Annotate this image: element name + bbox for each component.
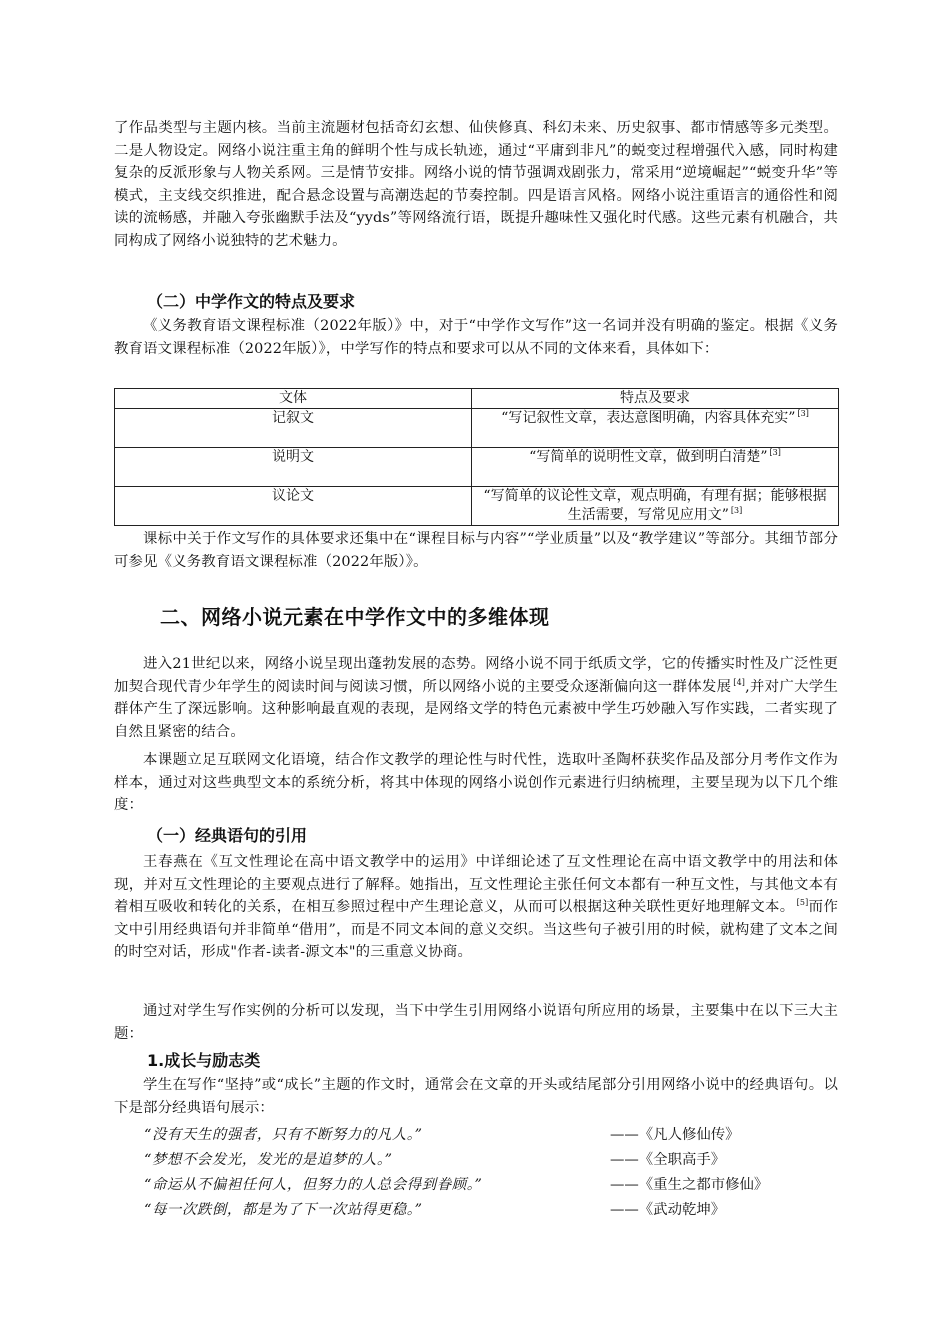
- quote-source: ——《武动乾坤》: [610, 1202, 726, 1218]
- citation-ref: [3]: [730, 506, 743, 515]
- paragraph-text: 进入21世纪以来，网络小说呈现出蓬勃发展的态势。网络小说不同于纸质文学，它的传播实时性及广泛性更加契合现代青少年学生的阅读时间与阅读习惯，所以网络小说的主要受众逐渐偏向这一群体发展: [114, 656, 838, 695]
- citation-ref: [5]: [796, 898, 809, 907]
- table-header-row: [115, 389, 839, 409]
- table-cell-genre: 记叙文: [115, 409, 472, 448]
- after-table-paragraph: 课标中关于作文写作的具体要求还集中在“课程目标与内容”“学业质量”以及“教学建议”等部分。其细节部分可参见《义务教育语文课程标准（2022年版）》。: [114, 531, 838, 570]
- requirement-text: “写简单的说明性文章，做到明白清楚”: [529, 449, 768, 465]
- paragraph-text: 而作文中引用经典语句并非简单“借用”，而是不同文本间的意义交织。当这些句子被引用的时候，就构建了文本之间的时空对话，形成"作者-读者-源文本"的三重意义协商。: [114, 899, 838, 960]
- quote-source: ——《全职高手》: [610, 1152, 726, 1168]
- paragraph-three-themes: 通过对学生写作实例的分析可以发现，当下中学生引用网络小说语句所应用的场景，主要集中在以下三大主题：: [114, 1003, 838, 1042]
- subheading-growth-inspiration: 1.成长与励志类: [147, 1051, 261, 1070]
- quote-text: “命运从不偏袒任何人，但努力的人总会得到眷顾。”: [144, 1177, 483, 1193]
- genre-requirements-table: [114, 388, 838, 526]
- paragraph-intertextuality: [114, 851, 838, 964]
- quote-text: “梦想不会发光，发光的是追梦的人。”: [144, 1152, 393, 1168]
- section-b-paragraph: 《义务教育语文课程标准（2022年版）》中，对于“中学作文写作”这一名词并没有明确的鉴定。根据《义务教育语文课程标准（2022年版）》，中学写作的特点和要求可以从不同的文体来看，具体如下：: [114, 318, 838, 357]
- table-header-genre: 文体: [115, 389, 472, 409]
- table-header-requirements: 特点及要求: [472, 389, 839, 409]
- paragraph-research-scope: 本课题立足互联网文化语境，结合作文教学的理论性与时代性，选取叶圣陶杯获奖作品及部分月考作文作为样本，通过对这些典型文本的系统分析，将其中体现的网络小说创作元素进行归纳梳理，主要呈现为以下几个维度：: [114, 752, 838, 813]
- citation-ref: [3]: [797, 409, 809, 418]
- section-heading-middle-school-writing: （二）中学作文的特点及要求: [147, 292, 356, 311]
- requirement-text: “写记叙性文章，表达意图明确，内容具体充实”: [501, 410, 796, 426]
- quote-source: ——《重生之都市修仙》: [610, 1177, 769, 1193]
- intro-paragraph: 了作品类型与主题内核。当前主流题材包括奇幻玄想、仙侠修真、科幻未来、历史叙事、都市情感等多元类型。二是人物设定。网络小说注重主角的鲜明个性与成长轨迹，通过“平庸到非凡”的蜕变过程增强代入感，同时构建复杂的反派形象与人物关系网。三是情节安排。网络小说的情节强调戏剧张力，常采用“逆境崛起”“蜕变升华”等模式，主支线交织推进，配合悬念设置与高潮迭起的节奏控制。四是语言风格。网络小说注重语言的通俗性和阅读的流畅感，并融入夸张幽默手法及“yyds”等网络流行语，既提升趣味性又强化时代感。这些元素有机融合，共同构成了网络小说独特的艺术魅力。: [114, 120, 838, 249]
- table-row: [115, 409, 839, 448]
- table-cell-requirement: [472, 409, 839, 448]
- list-item: [114, 1148, 838, 1172]
- citation-ref: [3]: [769, 448, 781, 457]
- subheading-classic-quotes: （一）经典语句的引用: [147, 826, 308, 845]
- table-cell-genre: 议论文: [115, 487, 472, 526]
- paragraph-text: ,并对广大学生群体产生了深远影响。这种影响最直观的表现，是网络文学的特色元素被中学生巧妙融入写作实践，二者实现了自然且紧密的结合。: [114, 678, 839, 740]
- list-item: [114, 1173, 838, 1197]
- table-cell-requirement: [472, 487, 839, 526]
- table-cell-genre: 说明文: [115, 448, 472, 487]
- paragraph-network-novel-development: [114, 653, 838, 743]
- table-cell-requirement: [472, 448, 839, 487]
- paragraph-text: 王春燕在《互文性理论在高中语文教学中的运用》中详细论述了互文性理论在高中语文教学中的用法和体现，并对互文性理论的主要观点进行了解释。她指出，互文性理论主张任何文本都有一种互文性，与其他文本有着相互吸收和转化的关系，在相互参照过程中产生理论意义，从而可以根据这种关联性更好地理解文本。: [114, 854, 838, 915]
- chapter-heading-network-novel-elements: 二、网络小说元素在中学作文中的多维体现: [160, 605, 550, 629]
- requirement-text: “写简单的议论性文章，观点明确，有理有据；能够根据生活需要，写常见应用文”: [483, 488, 827, 523]
- paragraph-quote-intro: 学生在写作“坚持”或“成长”主题的作文时，通常会在文章的开头或结尾部分引用网络小说中的经典语句。以下是部分经典语句展示：: [114, 1077, 838, 1116]
- quote-list: [114, 1123, 838, 1223]
- quote-source: ——《凡人修仙传》: [610, 1127, 740, 1143]
- list-item: [114, 1198, 838, 1222]
- table-row: [115, 448, 839, 487]
- quote-text: “每一次跌倒，都是为了下一次站得更稳。”: [144, 1202, 423, 1218]
- citation-ref: [4]: [733, 677, 746, 687]
- table-row: [115, 487, 839, 526]
- quote-text: “没有天生的强者，只有不断努力的凡人。”: [144, 1127, 423, 1143]
- list-item: [114, 1123, 838, 1147]
